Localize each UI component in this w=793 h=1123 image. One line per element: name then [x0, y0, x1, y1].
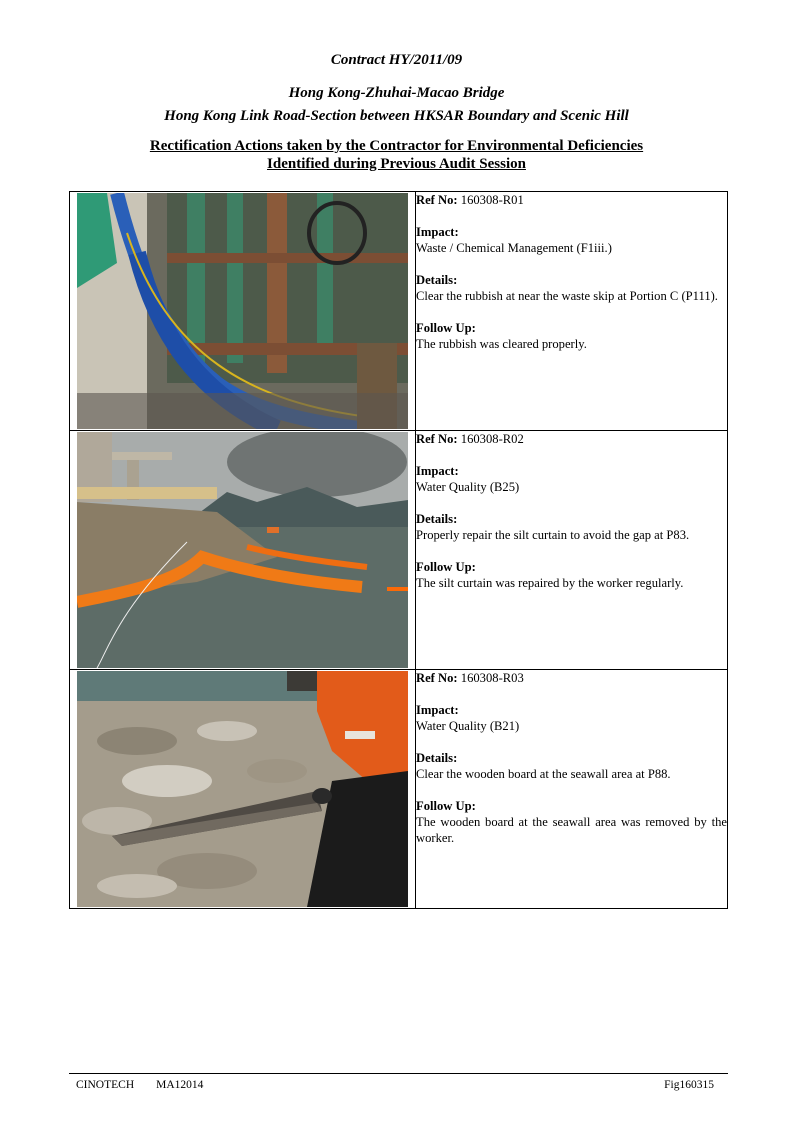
follow-up-value: The wooden board at the seawall area was removed by the worker. [416, 815, 727, 845]
ref-label: Ref No: [416, 432, 458, 446]
impact-value: Water Quality (B25) [416, 480, 520, 494]
section-name: Hong Kong Link Road-Section between HKSAR Boundary and Scenic Hill [164, 108, 629, 124]
document-title [0, 137, 793, 173]
record-details [416, 192, 728, 431]
details-label: Details: [416, 512, 458, 526]
site-photo-wooden-board [77, 671, 408, 907]
details-label: Details: [416, 273, 458, 287]
ref-number: 160308-R02 [460, 432, 524, 446]
follow-up-value: The silt curtain was repaired by the worker regularly. [416, 576, 684, 590]
title-line-1: Rectification Actions taken by the Contractor for Environmental Deficiencies [149, 138, 644, 154]
table-row [70, 670, 728, 909]
follow-up-label: Follow Up: [416, 321, 476, 335]
impact-label: Impact: [416, 703, 459, 717]
impact-value: Waste / Chemical Management (F1iii.) [416, 241, 612, 255]
photo-cell [70, 431, 416, 670]
footer-report-ref: MA12014 [156, 1079, 204, 1091]
impact-value: Water Quality (B21) [416, 719, 520, 733]
ref-number: 160308-R01 [460, 193, 524, 207]
site-photo-silt-curtain [77, 432, 408, 668]
photo-cell [70, 192, 416, 431]
footer-left [76, 1079, 225, 1091]
site-photo-waste-skip [77, 193, 408, 429]
details-value: Clear the rubbish at near the waste skip at Portion C (P111). [416, 289, 718, 303]
details-value: Properly repair the silt curtain to avoid the gap at P83. [416, 528, 690, 542]
title-line-2: Identified during Previous Audit Session [267, 156, 526, 172]
record-details [416, 670, 728, 909]
record-details [416, 431, 728, 670]
details-label: Details: [416, 751, 458, 765]
details-value: Clear the wooden board at the seawall area at P88. [416, 767, 671, 781]
footer-company: CINOTECH [76, 1079, 135, 1091]
impact-label: Impact: [416, 225, 459, 239]
project-name: Hong Kong-Zhuhai-Macao Bridge [288, 85, 505, 101]
contract-number: Contract HY/2011/09 [330, 52, 463, 68]
table-row [70, 431, 728, 670]
photo-cell [70, 670, 416, 909]
footer-divider [69, 1073, 728, 1074]
ref-label: Ref No: [416, 671, 458, 685]
footer-figure-ref: Fig160315 [664, 1079, 714, 1091]
ref-number: 160308-R03 [460, 671, 524, 685]
follow-up-label: Follow Up: [416, 560, 476, 574]
follow-up-value: The rubbish was cleared properly. [416, 337, 587, 351]
ref-label: Ref No: [416, 193, 458, 207]
follow-up-label: Follow Up: [416, 799, 476, 813]
table-row [70, 192, 728, 431]
impact-label: Impact: [416, 464, 459, 478]
rectification-table [69, 191, 728, 909]
